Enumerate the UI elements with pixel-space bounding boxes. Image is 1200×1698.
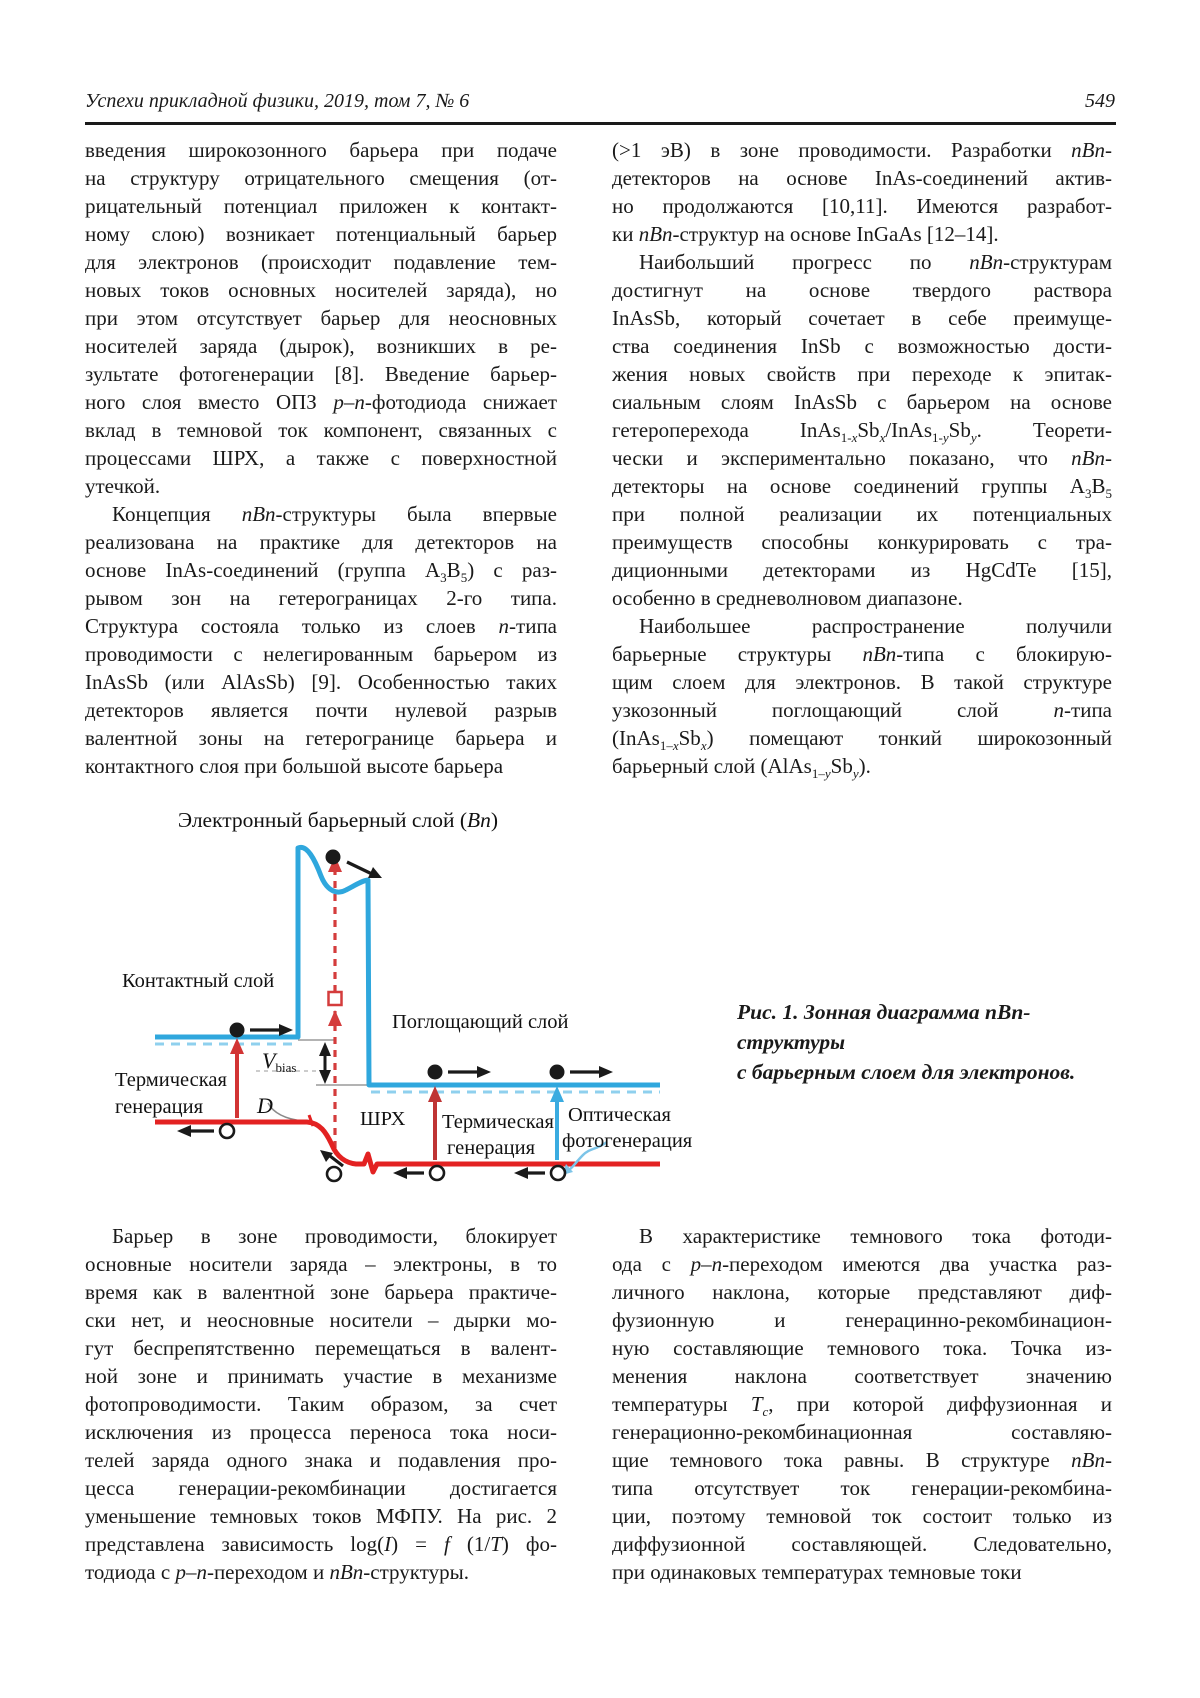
text-line: детекторов на основе InAs-соединений актив- bbox=[612, 166, 1112, 190]
text-line: гут беспрепятственно перемещаться в валент- bbox=[85, 1336, 557, 1360]
text-line: детекторы на основе соединений группы $A_3B_5$ bbox=[612, 474, 1112, 502]
hole-dot-absorber-1 bbox=[430, 1166, 444, 1180]
column-top-left bbox=[85, 136, 557, 780]
text-line: Структура состояла только из слоев n-типа bbox=[85, 614, 557, 638]
text-line: основные носители заряда – электроны, в то bbox=[85, 1252, 557, 1276]
text-line: фотопроводимости. Таким образом, за счет bbox=[85, 1392, 557, 1416]
text-line: вклад в темновой ток компонент, связанных с bbox=[85, 418, 557, 442]
text-line: цесса генерации-рекомбинации достигается bbox=[85, 1476, 557, 1500]
text-line: зультате фотогенерации [8]. Введение барьер- bbox=[85, 362, 557, 386]
text-line: для электронов (происходит подавление тем- bbox=[85, 250, 557, 274]
electron-dot-absorber-2 bbox=[550, 1065, 565, 1080]
text-line: представлена зависимость log(I) = f (1/T) фо- bbox=[85, 1532, 558, 1556]
text-line: InAsSb (или AlAsSb) [9]. Особенностью таких bbox=[85, 670, 557, 694]
text-line: барьерные структуры nBn-типа с блокирую- bbox=[612, 642, 1112, 666]
text-line: проводимости с нелегированным барьером из bbox=[85, 642, 557, 666]
text-line: ции, поэтому темновой ток состоит только из bbox=[612, 1504, 1112, 1528]
text-line: рицательный потенциал приложен к контакт- bbox=[85, 194, 557, 218]
text-line: температуры $T_c$, при которой диффузионная и bbox=[612, 1392, 1112, 1420]
text-line: гетероперехода $InAs_{1-x}Sb_x/InAs_{1-y}Sb_y$. Теорети- bbox=[612, 418, 1112, 446]
vbias-label: $V_{bias}$ bbox=[262, 1048, 297, 1075]
header-rule bbox=[85, 122, 1116, 125]
text-line: тодиода с p–n-переходом и nBn-структуры. bbox=[85, 1560, 469, 1584]
vbias-arrowhead-down bbox=[319, 1070, 331, 1084]
text-line: узкозонный поглощающий слой n-типа bbox=[612, 698, 1112, 722]
text-line: преимуществ способны конкурировать с тра- bbox=[612, 530, 1112, 554]
thermal-gen-mid-label-2: генерация bbox=[447, 1137, 536, 1159]
journal-header: Успехи прикладной физики, 2019, том 7, № 6 bbox=[85, 90, 470, 112]
text-line: чески и экспериментально показано, что nBn- bbox=[612, 446, 1112, 470]
text-line: контактного слоя при большой высоте барьера bbox=[85, 754, 504, 778]
thermal-gen-left-label-2: генерация bbox=[115, 1096, 204, 1118]
text-line: особенно в средневолновом диапазоне. bbox=[612, 586, 963, 610]
hole-arrowhead-contact bbox=[177, 1125, 191, 1137]
text-line: ную составляющие темнового тока. Точка из- bbox=[612, 1336, 1112, 1360]
text-line: барьерный слой $(AlAs_{1-y}Sb_y)$. bbox=[612, 754, 871, 782]
absorber-layer-label: Поглощающий слой bbox=[392, 1011, 569, 1033]
text-line: телей заряда одного знака и подавления про- bbox=[85, 1448, 557, 1472]
text-line: на структуру отрицательного смещения (от- bbox=[85, 166, 557, 190]
text-line: ки nBn-структур на основе InGaAs [12–14]. bbox=[612, 222, 999, 246]
thermal-arrowhead-mid bbox=[428, 1086, 442, 1102]
electron-dot-barrier-top bbox=[326, 850, 341, 865]
text-line: ода с p–n-переходом имеются два участка раз- bbox=[612, 1252, 1112, 1276]
text-line: носителей заряда (дырок), возникших в ре- bbox=[85, 334, 557, 358]
figure-caption-line-1: Рис. 1. Зонная диаграмма nBn-структуры bbox=[737, 1000, 1031, 1054]
text-line: типа отсутствует ток генерации-рекомбина- bbox=[612, 1476, 1112, 1500]
tunnel-square-marker bbox=[329, 992, 342, 1005]
thermal-arrowhead-left bbox=[230, 1038, 244, 1054]
text-line: ного слоя вместо ОПЗ p–n-фотодиода снижает bbox=[85, 390, 557, 414]
text-line: но продолжаются [10,11]. Имеются разработ- bbox=[612, 194, 1112, 218]
text-line: жения новых свойств при переходе к эпитак- bbox=[612, 362, 1112, 386]
tunnel-arrowhead-mid bbox=[328, 1010, 342, 1026]
text-line: введения широкозонного барьера при подаче bbox=[85, 138, 557, 162]
text-line: генерационно-рекомбинационная составляю- bbox=[612, 1420, 1112, 1444]
text-line: рывом зон на гетерограницах 2-го типа. bbox=[85, 586, 557, 610]
text-line: В характеристике темнового тока фотоди- bbox=[639, 1224, 1112, 1248]
text-line: детекторов является почти нулевой разрыв bbox=[85, 698, 557, 722]
electron-dot-absorber-1 bbox=[428, 1065, 443, 1080]
text-line: процессами ШРХ, а также с поверхностной bbox=[85, 446, 557, 470]
figure-title: Электронный барьерный слой (Bn) bbox=[177, 808, 499, 832]
thermal-gen-left-label-1: Термическая bbox=[115, 1069, 227, 1091]
text-line: (>1 эВ) в зоне проводимости. Разработки nBn- bbox=[612, 138, 1112, 162]
hole-dot-contact bbox=[220, 1124, 234, 1138]
text-line: Наибольший прогресс по nBn-структурам bbox=[639, 250, 1112, 274]
electron-arrowhead-absorber-2 bbox=[599, 1066, 613, 1078]
text-line: сиальным слоям InAsSb с барьером на основе bbox=[612, 390, 1112, 414]
figure-caption-line-2: с барьерным слоем для электронов. bbox=[737, 1060, 1076, 1084]
text-line: реализована на практике для детекторов на bbox=[85, 530, 557, 554]
electron-arrow-barrier-top bbox=[347, 862, 372, 874]
column-bottom-right bbox=[612, 1222, 1112, 1586]
text-line: при одинаковых температурах темновые токи bbox=[612, 1560, 1022, 1584]
d-label: D bbox=[257, 1093, 273, 1118]
text-line: щие темнового тока равны. В структуре nBn- bbox=[612, 1448, 1112, 1472]
text-line: при полной реализации их потенциальных bbox=[612, 502, 1112, 526]
text-line: диционными детекторами из HgCdTe [15], bbox=[612, 558, 1112, 582]
d-pointer-line bbox=[268, 1103, 303, 1121]
optical-label-2: фотогенерация bbox=[562, 1130, 693, 1152]
vbias-arrowhead-up bbox=[319, 1042, 331, 1056]
text-line: Концепция nBn-структуры была впервые bbox=[112, 502, 557, 526]
text-line: InAsSb, который сочетает в себе преимуще- bbox=[612, 306, 1112, 330]
text-line: валентной зоны на гетерогранице барьера и bbox=[85, 726, 557, 750]
text-line: ной зоне и принимать участие в механизме bbox=[85, 1364, 557, 1388]
hole-dot-slope bbox=[327, 1167, 341, 1181]
optical-label-1: Оптическая bbox=[568, 1104, 671, 1126]
text-line: основе InAs-соединений (группа $A_3B_5$) с раз- bbox=[85, 558, 557, 586]
optical-arrowhead bbox=[550, 1086, 564, 1102]
figure-caption bbox=[737, 997, 1137, 1087]
contact-layer-label: Контактный слой bbox=[122, 970, 275, 992]
text-line: при этом отсутствует барьер для неосновных bbox=[85, 306, 557, 330]
page-number: 549 bbox=[1085, 90, 1115, 112]
text-line: уменьшение темновых токов МФПУ. На рис. 2 bbox=[85, 1504, 557, 1528]
text-line: диффузионной составляющей. Следовательно, bbox=[612, 1532, 1112, 1556]
band-diagram-svg bbox=[110, 800, 730, 1210]
text-line: ному слою) возникает потенциальный барьер bbox=[85, 222, 557, 246]
electron-arrowhead-absorber-1 bbox=[477, 1066, 491, 1078]
column-top-right bbox=[612, 136, 1112, 780]
text-line: щим слоем для электронов. В такой структуре bbox=[612, 670, 1112, 694]
text-line: новых токов основных носителей заряда), но bbox=[85, 278, 557, 302]
band-diagram-figure bbox=[110, 800, 730, 1210]
text-line: ски нет, и неосновные носители – дырки мо- bbox=[85, 1308, 557, 1332]
electron-arrowhead-contact bbox=[279, 1024, 293, 1036]
text-line: Барьер в зоне проводимости, блокирует bbox=[112, 1224, 557, 1248]
text-line: утечкой. bbox=[85, 474, 161, 498]
hole-arrowhead-absorber-1 bbox=[393, 1167, 407, 1179]
text-line: личного наклона, которые представляют диф- bbox=[612, 1280, 1112, 1304]
text-line: достигнут на основе твердого раствора bbox=[612, 278, 1112, 302]
thermal-gen-mid-label-1: Термическая bbox=[442, 1111, 554, 1133]
shr-label: ШРХ bbox=[360, 1108, 406, 1130]
conduction-band-path bbox=[155, 847, 660, 1085]
hole-dot-absorber-2 bbox=[551, 1166, 565, 1180]
text-line: менения наклона соответствует значению bbox=[612, 1364, 1112, 1388]
text-line: время как в валентной зоне барьера практиче- bbox=[85, 1280, 557, 1304]
text-line: фузионную и генерацинно-рекомбинацион- bbox=[612, 1308, 1112, 1332]
text-line: исключения из процесса переноса тока носи- bbox=[85, 1420, 557, 1444]
text-line: Наибольшее распространение получили bbox=[639, 614, 1112, 638]
hole-arrowhead-absorber-2 bbox=[514, 1167, 528, 1179]
electron-dot-contact bbox=[230, 1023, 245, 1038]
text-line: $(InAs_{1-x}Sb_x)$ помещают тонкий широкозонный bbox=[612, 726, 1112, 754]
text-line: ства соединения InSb с возможностью дости- bbox=[612, 334, 1112, 358]
column-bottom-left bbox=[85, 1222, 557, 1586]
